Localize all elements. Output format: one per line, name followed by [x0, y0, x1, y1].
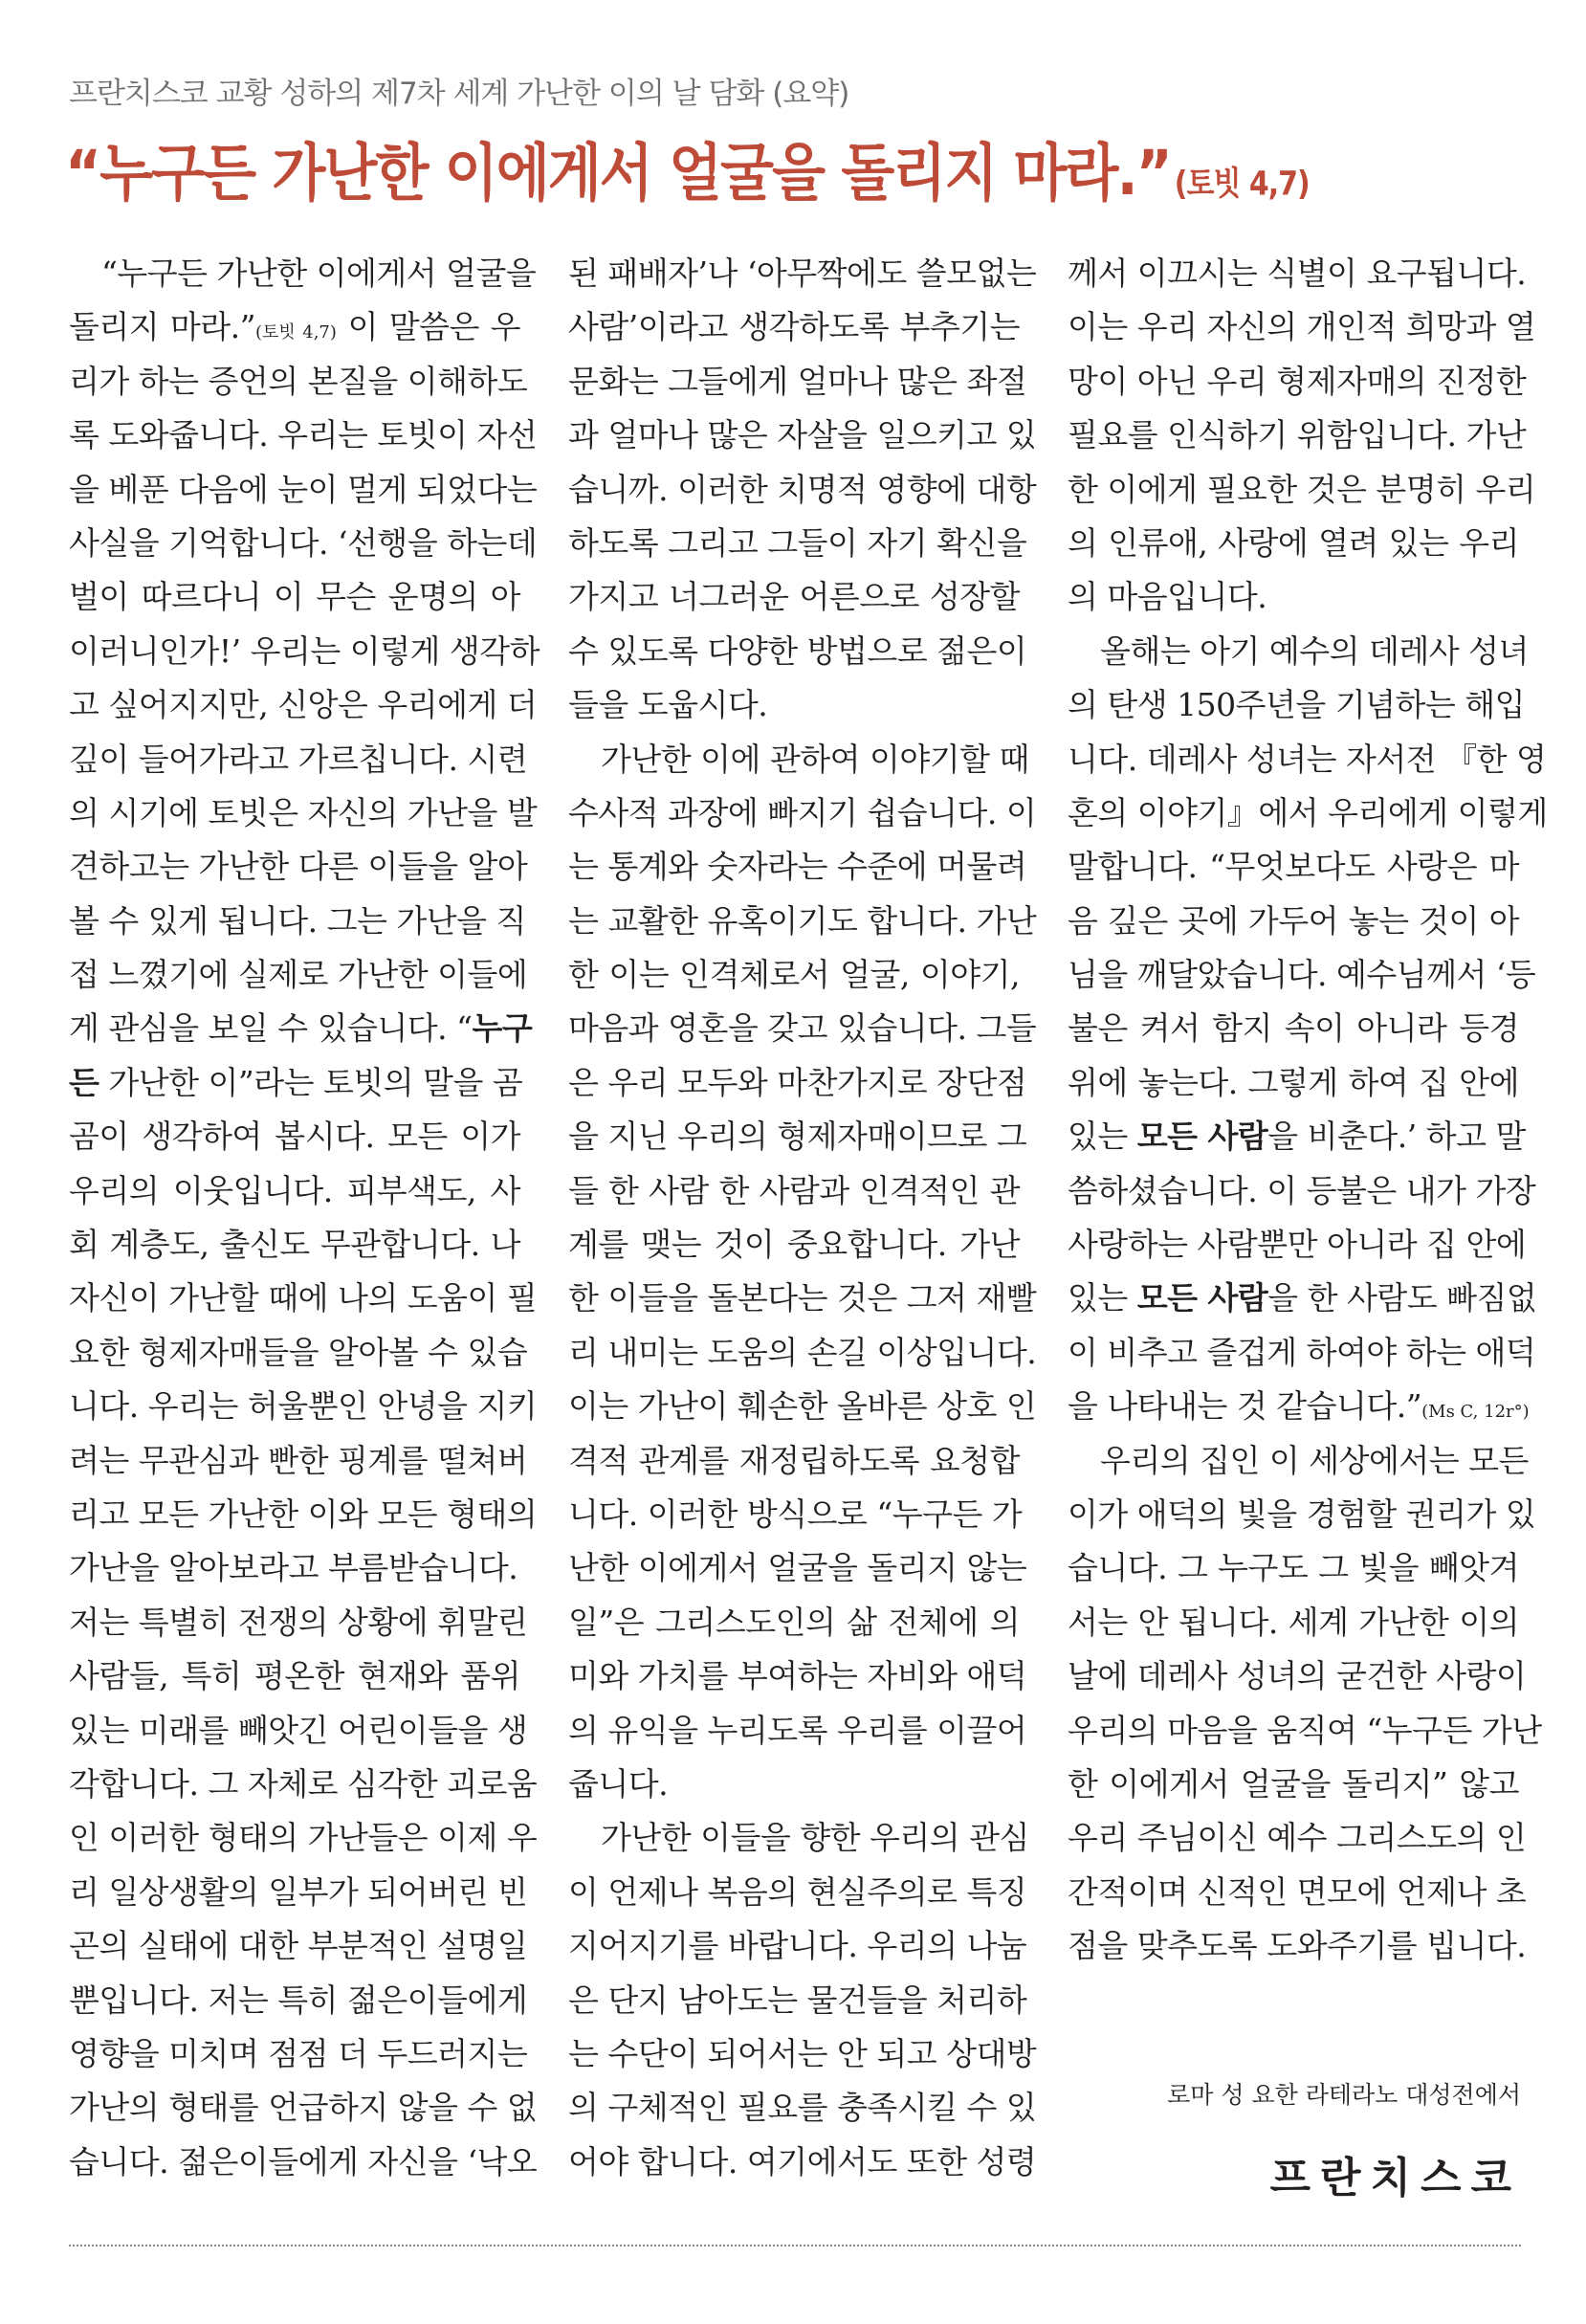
body-text-line [568, 1272, 1037, 1325]
title-quote: “누구든 가난한 이에게서 얼굴을 돌리지 마라.” [65, 136, 1171, 210]
line-text: 서는 안 됩니다. 세계 가난한 이의 [1068, 1603, 1519, 1641]
line-text: 한 이에게서 얼굴을 돌리지” 않고 [1068, 1764, 1519, 1803]
body-text-line [568, 1541, 1027, 1595]
citation-reference: (토빗 4,7) [254, 322, 337, 343]
text-column-3 [1068, 247, 1548, 1974]
line-text: 우리 주님이신 예수 그리스도의 인 [1068, 1819, 1527, 1857]
line-text: 이는 가난이 훼손한 올바른 상호 인 [568, 1387, 1037, 1426]
body-text-line [1068, 1164, 1536, 1218]
line-text: 리 내미는 도움의 손길 이상입니다. [568, 1333, 1037, 1371]
line-text: 니다. 데레사 성녀는 자서전 『한 영 [1068, 740, 1547, 778]
body-text-line [69, 733, 528, 786]
text-column-2 [568, 247, 1037, 2189]
line-text: 리고 모든 가난한 이와 모든 형태의 [69, 1494, 538, 1533]
line-text: 불은 켜서 함지 속이 아니라 등경 [1068, 1009, 1519, 1048]
line-text: 니다. 우리는 허울뿐인 안녕을 지키 [69, 1387, 538, 1426]
line-text: 있는 미래를 빼앗긴 어린이들을 생 [69, 1711, 528, 1749]
line-text: 돌리지 마라.” [69, 308, 255, 346]
line-text: 습니다. 젊은이들에게 자신을 ‘낙오 [69, 2142, 538, 2180]
emphasis-text: 모든 사람 [1136, 1279, 1268, 1317]
line-text: 계를 맺는 것이 중요합니다. 가난 [568, 1226, 1020, 1264]
body-text-line [568, 840, 1027, 894]
line-text: 가난한 이에 관하여 이야기할 때 [601, 740, 1029, 778]
line-text: 날에 데레사 성녀의 굳건한 사랑이 [1068, 1657, 1527, 1695]
body-text-line [568, 463, 1037, 517]
body-text-line [568, 300, 1020, 354]
line-text: 사랑하는 사람뿐만 아니라 집 안에 [1068, 1226, 1527, 1264]
line-text: 영향을 미치며 점점 더 두드러지는 [69, 2034, 528, 2072]
line-text: 인 이러한 형태의 가난들은 이제 우 [69, 1819, 538, 1857]
body-text-line [1068, 1919, 1527, 1973]
body-text-line [69, 463, 538, 517]
body-text-line [69, 948, 528, 1002]
line-text: “누구든 가난한 이에게서 얼굴을 [101, 255, 537, 292]
body-text-line [568, 786, 1037, 840]
body-text-line [69, 1866, 528, 1919]
line-text: 회 계층도, 출신도 무관합니다. 나 [69, 1226, 520, 1264]
line-text: 을 비춘다.’ 하고 말 [1267, 1118, 1526, 1156]
body-text-line [568, 733, 1029, 786]
body-text-line [568, 1434, 1020, 1488]
line-text: 리가 하는 증언의 본질을 이해하도 [69, 362, 528, 400]
body-text-line [568, 1488, 1023, 1541]
body-text-line [69, 247, 537, 300]
body-text-line [69, 895, 526, 948]
line-text: 문화는 그들에게 얼마나 많은 좌절 [568, 362, 1027, 400]
line-text: 벌이 따르다니 이 무슨 운명의 아 [69, 578, 520, 616]
text-column-1 [69, 247, 540, 2189]
body-text-line [69, 300, 520, 354]
line-text: 을 지닌 우리의 형제자매이므로 그 [568, 1118, 1027, 1156]
body-text-line [69, 1649, 520, 1703]
line-text: 사람’이라고 생각하도록 부추기는 [568, 308, 1020, 346]
body-text-line [69, 1002, 533, 1055]
line-text: 들 한 사람 한 사람과 인격적인 관 [568, 1171, 1020, 1209]
line-text: 뿐입니다. 저는 특히 젊은이들에게 [69, 1981, 528, 2019]
line-text: 님을 깨달았습니다. 예수님께서 ‘등 [1068, 956, 1536, 994]
body-text-line [69, 1326, 528, 1380]
line-text: 을 나타내는 것 같습니다.” [1068, 1387, 1422, 1426]
body-text-line [69, 355, 528, 409]
body-text-line [1068, 895, 1519, 948]
line-text: 의 유익을 누리도록 우리를 이끌어 [568, 1711, 1027, 1749]
article-kicker: 프란치스코 교황 성하의 제7차 세계 가난한 이의 날 담화 (요약) [69, 77, 849, 111]
body-text-line [69, 517, 538, 570]
line-text: 저는 특별히 전쟁의 상황에 휘말린 [69, 1603, 528, 1641]
body-text-line [69, 625, 540, 678]
body-text-line [69, 1974, 528, 2027]
line-text: 있는 [1068, 1279, 1137, 1317]
line-text: 곰이 생각하여 봅시다. 모든 이가 [69, 1118, 520, 1156]
body-text-line [69, 1380, 538, 1433]
body-text-line [69, 678, 538, 732]
line-text: 각합니다. 그 자체로 심각한 괴로움 [69, 1764, 538, 1803]
body-text-line [568, 1974, 1027, 2027]
line-text: 이 비추고 즐겁게 하여야 하는 애덕 [1068, 1333, 1536, 1371]
body-text-line [568, 678, 1020, 732]
signoff-signature: 프란치스코 [1269, 2154, 1521, 2202]
line-text: 께서 이끄시는 식별이 요구됩니다. [1068, 255, 1527, 292]
line-text: 어야 합니다. 여기에서도 또한 성령 [568, 2142, 1037, 2180]
body-text-line [1068, 247, 1527, 300]
line-text: 하도록 그리고 그들이 자기 확신을 [568, 523, 1027, 562]
body-text-line [69, 1434, 528, 1488]
body-text-line [1068, 1380, 1530, 1433]
body-text-line [568, 1704, 1027, 1758]
line-text: 깊이 들어가라고 가르칩니다. 시련 [69, 740, 528, 778]
line-text: 는 수단이 되어서는 안 되고 상대방 [568, 2034, 1037, 2072]
body-text-line [69, 1272, 538, 1325]
line-text: 음 깊은 곳에 가두어 놓는 것이 아 [1068, 901, 1519, 940]
line-text: 간적이며 신적인 면모에 언제나 초 [1068, 1872, 1527, 1911]
body-text-line [568, 1596, 1020, 1649]
line-text: 습니까. 이러한 치명적 영향에 대항 [568, 470, 1037, 508]
line-text: 가난의 형태를 언급하지 않을 수 없 [69, 2089, 538, 2127]
body-text-line [568, 2027, 1037, 2081]
citation-reference: (Ms C, 12r°) [1421, 1402, 1530, 1423]
body-text-line [69, 409, 538, 462]
body-text-line [69, 570, 520, 624]
line-text: 의 탄생 150주년을 기념하는 해입 [1068, 686, 1525, 724]
body-text-line [69, 1704, 528, 1758]
line-text: 한 이들을 돌본다는 것은 그저 재빨 [568, 1279, 1037, 1317]
line-text: 사실을 기억합니다. ‘선행을 하는데 [69, 523, 538, 562]
body-text-line [69, 1919, 528, 1973]
body-text-line [1068, 678, 1525, 732]
body-text-line [568, 1380, 1037, 1433]
body-text-line [1068, 570, 1519, 624]
emphasis-text: 누구 [472, 1009, 533, 1048]
body-text-line [568, 1919, 1027, 1973]
line-text: 을 베푼 다음에 눈이 멀게 되었다는 [69, 470, 538, 508]
line-text: 수 있도록 다양한 방법으로 젊은이 [568, 631, 1027, 670]
body-text-line [1068, 1811, 1527, 1865]
line-text: 볼 수 있게 됩니다. 그는 가난을 직 [69, 901, 526, 940]
body-text-line [69, 2081, 538, 2135]
line-text: 씀하셨습니다. 이 등불은 내가 가장 [1068, 1171, 1536, 1209]
body-text-line [69, 840, 528, 894]
body-text-line [1068, 1541, 1519, 1595]
body-text-line [69, 1056, 523, 1110]
body-text-line [1068, 786, 1548, 840]
line-text: 의 시기에 토빗은 자신의 가난을 발 [69, 793, 538, 831]
line-text: 게 관심을 보일 수 있습니다. “ [69, 1009, 473, 1048]
body-text-line [69, 1541, 520, 1595]
line-text: 망이 아닌 우리 형제자매의 진정한 [1068, 362, 1527, 400]
line-text: 록 도와줍니다. 우리는 토빗이 자선 [69, 416, 538, 454]
body-text-line [1068, 517, 1519, 570]
body-text-line [1068, 300, 1536, 354]
line-text: 줍니다. [568, 1764, 669, 1803]
line-text: 마음과 영혼을 갖고 있습니다. 그들 [568, 1009, 1037, 1048]
body-text-line [1068, 1866, 1527, 1919]
signoff-place: 로마 성 요한 라테라노 대성전에서 [1167, 2081, 1521, 2109]
line-text: 말합니다. “무엇보다도 사랑은 마 [1068, 848, 1519, 886]
body-text-line [69, 1758, 538, 1811]
body-text-line [1068, 463, 1536, 517]
body-text-line [568, 2136, 1037, 2189]
line-text: 가난한 이들을 향한 우리의 관심 [601, 1819, 1029, 1857]
body-text-line [1068, 1649, 1527, 1703]
dotted-divider [69, 2245, 1521, 2247]
line-text: 사람들, 특히 평온한 현재와 품위 [69, 1657, 520, 1695]
line-text: 곤의 실태에 대한 부분적인 설명일 [69, 1927, 528, 1965]
body-text-line [568, 355, 1027, 409]
line-text: 격적 관계를 재정립하도록 요청합 [568, 1441, 1020, 1479]
line-text: 우리의 마음을 움직여 “누구든 가난 [1068, 1711, 1542, 1749]
line-text: 지어지기를 바랍니다. 우리의 나눔 [568, 1927, 1027, 1965]
body-text-line [69, 1218, 520, 1272]
line-text: 혼의 이야기』에서 우리에게 이렇게 [1068, 793, 1548, 831]
line-text: 의 구체적인 필요를 충족시킬 수 있 [568, 2089, 1037, 2127]
body-text-line [568, 1811, 1029, 1865]
body-text-line [568, 409, 1037, 462]
line-text: 을 한 사람도 빠짐없 [1267, 1279, 1537, 1317]
body-text-line [568, 1218, 1020, 1272]
body-text-line [1068, 1110, 1526, 1163]
body-text-line [1068, 355, 1527, 409]
body-text-line [1068, 1758, 1519, 1811]
line-text: 이러니인가!’ 우리는 이렇게 생각하 [69, 631, 540, 670]
body-text-line [69, 1596, 528, 1649]
line-text: 리 일상생활의 일부가 되어버린 빈 [69, 1872, 528, 1911]
emphasis-text: 든 [69, 1063, 99, 1101]
body-text-line [1068, 1488, 1536, 1541]
line-text: 한 이는 인격체로서 얼굴, 이야기, [568, 956, 1020, 994]
line-text: 고 싶어지지만, 신앙은 우리에게 더 [69, 686, 538, 724]
body-text-line [568, 517, 1027, 570]
body-text-line [1068, 625, 1529, 678]
line-text: 가난한 이”라는 토빗의 말을 곰 [99, 1063, 523, 1101]
line-text: 올해는 아기 예수의 데레사 성녀 [1100, 631, 1529, 670]
body-text-line [568, 1164, 1020, 1218]
body-text-line [1068, 733, 1547, 786]
body-text-line [568, 1649, 1027, 1703]
line-text: 수사적 과장에 빠지기 쉽습니다. 이 [568, 793, 1037, 831]
line-text: 이 말씀은 우 [336, 308, 520, 346]
body-text-line [1068, 1002, 1519, 1055]
line-text: 은 단지 남아도는 물건들을 처리하 [568, 1981, 1027, 2019]
body-text-line [1068, 1272, 1537, 1325]
line-text: 일”은 그리스도인의 삶 전체에 의 [568, 1603, 1020, 1641]
line-text: 필요를 인식하기 위함입니다. 가난 [1068, 416, 1527, 454]
emphasis-text: 모든 사람 [1136, 1118, 1268, 1156]
body-text-line [568, 1110, 1027, 1163]
body-text-line [568, 948, 1020, 1002]
body-text-line [69, 1488, 538, 1541]
body-text-line [69, 2136, 538, 2189]
body-text-line [568, 1056, 1027, 1110]
body-text-line [69, 2027, 528, 2081]
line-text: 한 이에게 필요한 것은 분명히 우리 [1068, 470, 1536, 508]
line-text: 자신이 가난할 때에 나의 도움이 필 [69, 1279, 538, 1317]
line-text: 는 통계와 숫자라는 수준에 머물려 [568, 848, 1027, 886]
body-text-line [568, 895, 1037, 948]
line-text: 가난을 알아보라고 부름받습니다. [69, 1549, 518, 1587]
line-text: 는 교활한 유혹이기도 합니다. 가난 [568, 901, 1037, 940]
line-text: 은 우리 모두와 마찬가지로 장단점 [568, 1063, 1027, 1101]
body-text-line [1068, 409, 1527, 462]
body-text-line [1068, 1434, 1529, 1488]
line-text: 접 느꼈기에 실제로 가난한 이들에 [69, 956, 528, 994]
article-title [65, 132, 1310, 212]
body-text-line [568, 625, 1027, 678]
line-text: 과 얼마나 많은 자살을 일으키고 있 [568, 416, 1037, 454]
line-text: 이 언제나 복음의 현실주의로 특징 [568, 1872, 1027, 1911]
line-text: 우리의 이웃입니다. 피부색도, 사 [69, 1171, 520, 1209]
body-text-line [568, 1326, 1037, 1380]
body-text-line [568, 2081, 1037, 2135]
body-text-line [568, 247, 1037, 300]
body-text-line [1068, 1704, 1542, 1758]
line-text: 견하고는 가난한 다른 이들을 알아 [69, 848, 528, 886]
line-text: 의 마음입니다. [1068, 578, 1267, 616]
line-text: 려는 무관심과 빤한 핑계를 떨쳐버 [69, 1441, 528, 1479]
line-text: 니다. 이러한 방식으로 “누구든 가 [568, 1494, 1023, 1533]
body-text-line [568, 570, 1020, 624]
body-text-line [1068, 840, 1519, 894]
body-text-line [69, 786, 538, 840]
line-text: 이는 우리 자신의 개인적 희망과 열 [1068, 308, 1536, 346]
body-text-line [568, 1866, 1027, 1919]
line-text: 점을 맞추도록 도와주기를 빕니다. [1068, 1927, 1527, 1965]
line-text: 난한 이에게서 얼굴을 돌리지 않는 [568, 1549, 1027, 1587]
body-text-line [1068, 1218, 1527, 1272]
body-text-line [69, 1164, 520, 1218]
line-text: 된 패배자’나 ‘아무짝에도 쓸모없는 [568, 255, 1037, 292]
line-text: 미와 가치를 부여하는 자비와 애덕 [568, 1657, 1027, 1695]
body-text-line [1068, 1596, 1519, 1649]
body-text-line [568, 1758, 1020, 1811]
line-text: 습니다. 그 누구도 그 빛을 빼앗겨 [1068, 1549, 1519, 1587]
line-text: 있는 [1068, 1118, 1137, 1156]
body-text-line [69, 1110, 520, 1163]
title-reference: (토빗 4,7) [1174, 165, 1310, 204]
body-text-line [1068, 1326, 1536, 1380]
line-text: 위에 놓는다. 그렇게 하여 집 안에 [1068, 1063, 1519, 1101]
body-text-line [1068, 948, 1536, 1002]
line-text: 의 인류애, 사랑에 열려 있는 우리 [1068, 523, 1519, 562]
body-text-line [1068, 1056, 1519, 1110]
body-text-line [69, 1811, 538, 1865]
line-text: 들을 도웁시다. [568, 686, 768, 724]
line-text: 우리의 집인 이 세상에서는 모든 [1100, 1441, 1529, 1479]
body-text-line [568, 1002, 1037, 1055]
line-text: 요한 형제자매들을 알아볼 수 있습 [69, 1333, 528, 1371]
line-text: 이가 애덕의 빛을 경험할 권리가 있 [1068, 1494, 1536, 1533]
line-text: 가지고 너그러운 어른으로 성장할 [568, 578, 1020, 616]
